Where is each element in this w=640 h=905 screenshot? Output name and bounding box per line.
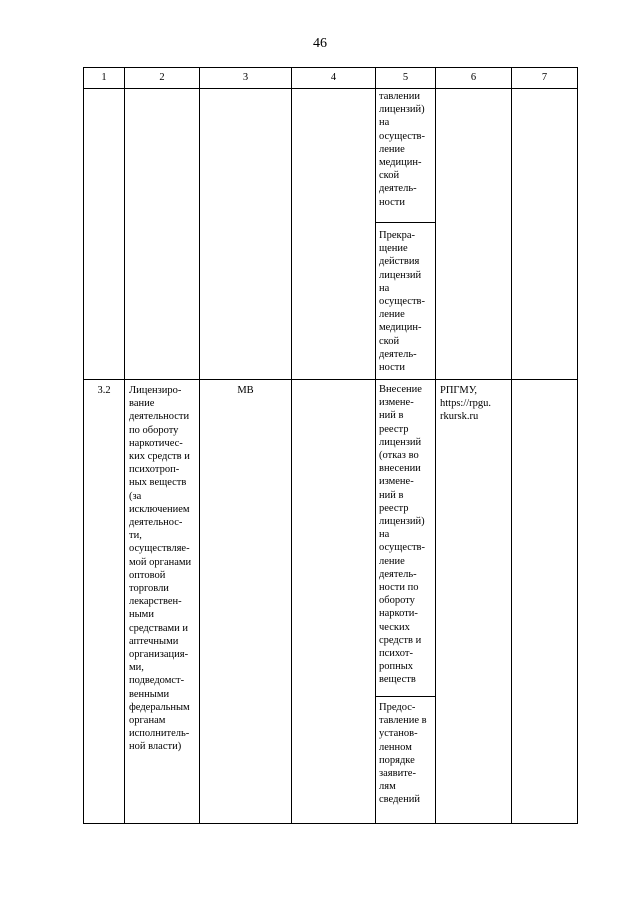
cell-empty (84, 89, 125, 380)
page-number: 46 (313, 36, 327, 51)
service-item-text: Предос- тавление в установ- ленном порядке заявите- лям сведений (379, 702, 427, 806)
service-item (376, 380, 435, 697)
cell-empty (292, 380, 376, 824)
license-name: Лицензиро- вание деятельности по обороту наркотичес- ких средств и психотроп- ных веществ (за исключением деятельнос- ти, осуществляе- мой органами оптовой торговли лекарствен- ными средствами и аптечными организация- ми, подведомст- венными федеральным органам исполнитель- ной власти) (129, 385, 192, 753)
cell-empty (125, 89, 200, 380)
header-cell-1: 1 (84, 68, 125, 89)
header-cell-2: 2 (125, 68, 200, 89)
authority-cell (200, 380, 292, 824)
row-number-cell (84, 380, 125, 824)
header-cell-7: 7 (512, 68, 578, 89)
service-item-text: Прекра- щение действия лицензий на осуществ- ление медицин- ской деятель- ности (379, 230, 425, 374)
table-header-row (84, 68, 578, 89)
row-number: 3.2 (97, 385, 111, 396)
cell-empty (292, 89, 376, 380)
portal-cell (436, 380, 512, 824)
service-list-cell (376, 89, 436, 380)
header-cell-4: 4 (292, 68, 376, 89)
cell-empty (200, 89, 292, 380)
table-row-continuation (84, 89, 578, 380)
header-cell-6: 6 (436, 68, 512, 89)
service-item (376, 223, 435, 376)
service-item (376, 697, 435, 809)
service-item-text: тавлении лицензий) на осуществ- ление медицин- ской деятель- ности (379, 91, 425, 208)
cell-empty (512, 89, 578, 380)
authority-code: МВ (237, 385, 254, 396)
col4-text (292, 380, 375, 386)
header-cell-5: 5 (376, 68, 436, 89)
services-table (83, 67, 578, 824)
service-item-text: Внесение измене- ний в реестр лицензий (отказ во внесении измене- ний в реестр лицензий) на осуществ- ление деятель- ности по обороту наркоти- ческих средств и психот- ропных веществ (379, 384, 425, 686)
service-list-cell (376, 380, 436, 824)
portal-text: РПГМУ, https://rpgu. rkursk.ru (440, 385, 492, 423)
col7-text (512, 380, 577, 386)
header-cell-3: 3 (200, 68, 292, 89)
table-row-3-2 (84, 380, 578, 824)
service-item (376, 89, 435, 223)
license-name-cell (125, 380, 200, 824)
cell-empty (436, 89, 512, 380)
cell-empty (512, 380, 578, 824)
